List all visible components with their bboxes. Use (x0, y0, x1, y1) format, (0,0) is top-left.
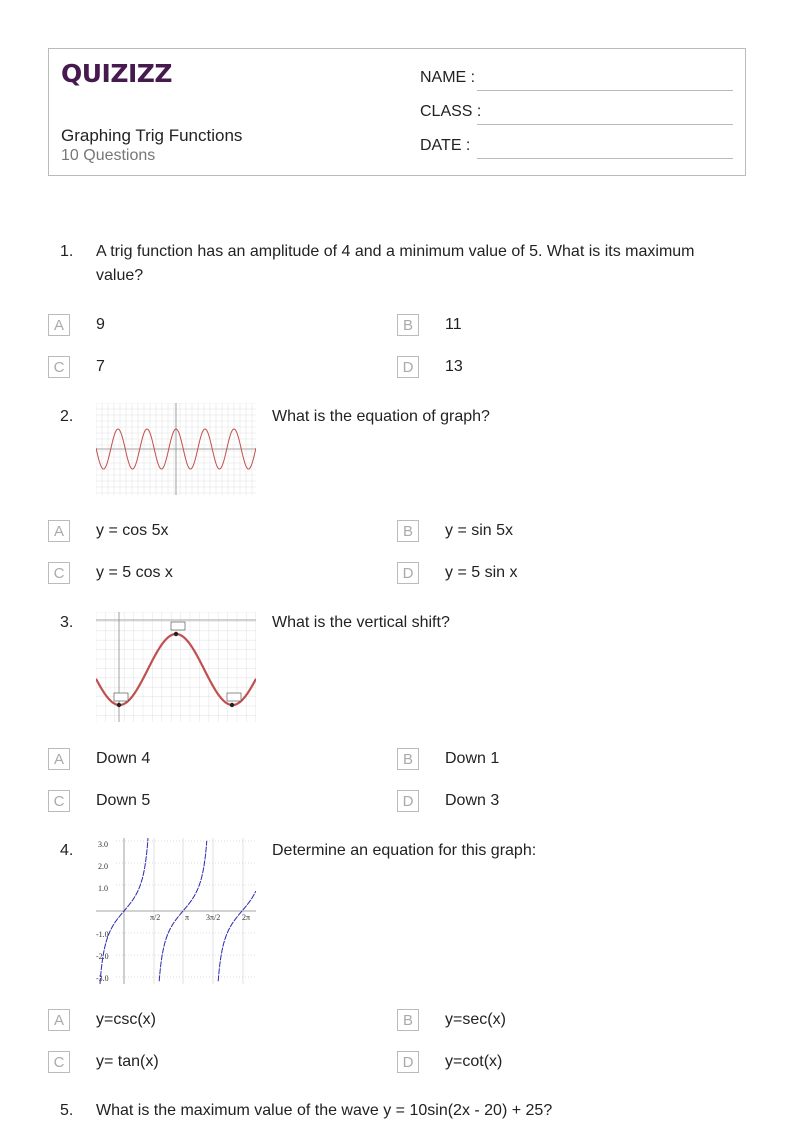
point-label-box (227, 693, 241, 701)
option-letter[interactable]: A (48, 1009, 70, 1031)
option-letter[interactable]: C (48, 790, 70, 812)
point-label-box (171, 622, 185, 630)
question-text: What is the vertical shift? (272, 614, 450, 631)
option-letter[interactable]: B (397, 748, 419, 770)
sine-graph-image (96, 403, 256, 495)
cosine-graph-image (96, 612, 256, 722)
option-text: y = 5 cos x (96, 564, 173, 581)
question-text: What is the maximum value of the wave y = 10sin(2x - 20) + 25? (96, 1102, 553, 1119)
option-letter[interactable]: A (48, 748, 70, 770)
point-marker (174, 632, 178, 636)
date-label: DATE : (420, 137, 471, 154)
y-tick-label: 1.0 (98, 884, 108, 893)
date-field[interactable] (477, 157, 733, 159)
option-letter[interactable]: A (48, 520, 70, 542)
worksheet-header (48, 48, 746, 176)
quizizz-logo: QUIZIZZ (61, 59, 173, 88)
option-text: 13 (445, 358, 463, 375)
point-marker (117, 703, 121, 707)
option-letter[interactable]: C (48, 562, 70, 584)
question-number: 2. (60, 408, 74, 425)
option-text: y=csc(x) (96, 1011, 156, 1028)
option-letter[interactable]: D (397, 562, 419, 584)
question-number: 3. (60, 614, 74, 631)
name-field[interactable] (477, 89, 733, 91)
y-tick-label: 2.0 (98, 862, 108, 871)
question-number: 4. (60, 842, 74, 859)
option-text: y = cos 5x (96, 522, 169, 539)
x-tick-label: 2π (242, 913, 251, 922)
question-text: Determine an equation for this graph: (272, 842, 537, 859)
y-tick-label: 3.0 (98, 840, 108, 849)
option-text: Down 1 (445, 750, 500, 767)
tangent-branch (218, 891, 256, 981)
option-letter[interactable]: C (48, 1051, 70, 1073)
option-text: y=cot(x) (445, 1053, 503, 1070)
question-number: 5. (60, 1102, 74, 1119)
question-number: 1. (60, 243, 74, 260)
point-marker (230, 703, 234, 707)
option-letter[interactable]: D (397, 790, 419, 812)
option-text: y= tan(x) (96, 1053, 159, 1070)
option-letter[interactable]: C (48, 356, 70, 378)
x-tick-label: 3π/2 (206, 913, 221, 922)
option-letter[interactable]: A (48, 314, 70, 336)
option-text: y = 5 sin x (445, 564, 518, 581)
class-field[interactable] (477, 123, 733, 125)
y-tick-label: -3.0 (96, 974, 109, 983)
option-letter[interactable]: B (397, 314, 419, 336)
y-tick-label: -2.0 (96, 952, 109, 961)
option-text: Down 3 (445, 792, 500, 809)
question-text: A trig function has an amplitude of 4 and a minimum value of 5. What is its maximum value? (96, 243, 695, 284)
x-tick-label: π/2 (150, 913, 161, 922)
option-letter[interactable]: D (397, 356, 419, 378)
option-letter[interactable]: B (397, 520, 419, 542)
tangent-graph-image (96, 838, 256, 984)
class-label: CLASS : (420, 103, 482, 120)
name-label: NAME : (420, 69, 476, 86)
option-text: 11 (445, 316, 462, 333)
option-text: Down 4 (96, 750, 151, 767)
option-letter[interactable]: B (397, 1009, 419, 1031)
question-text: What is the equation of graph? (272, 408, 490, 425)
y-tick-label: -1.0 (96, 930, 109, 939)
question-count: 10 Questions (61, 147, 156, 164)
option-text: Down 5 (96, 792, 151, 809)
worksheet-title: Graphing Trig Functions (61, 126, 243, 145)
option-text: y = sin 5x (445, 522, 514, 539)
x-tick-label: π (185, 913, 190, 922)
point-label-box (114, 693, 128, 701)
option-text: 7 (96, 358, 105, 375)
option-text: y=sec(x) (445, 1011, 506, 1028)
option-letter[interactable]: D (397, 1051, 419, 1073)
option-text: 9 (96, 316, 105, 333)
